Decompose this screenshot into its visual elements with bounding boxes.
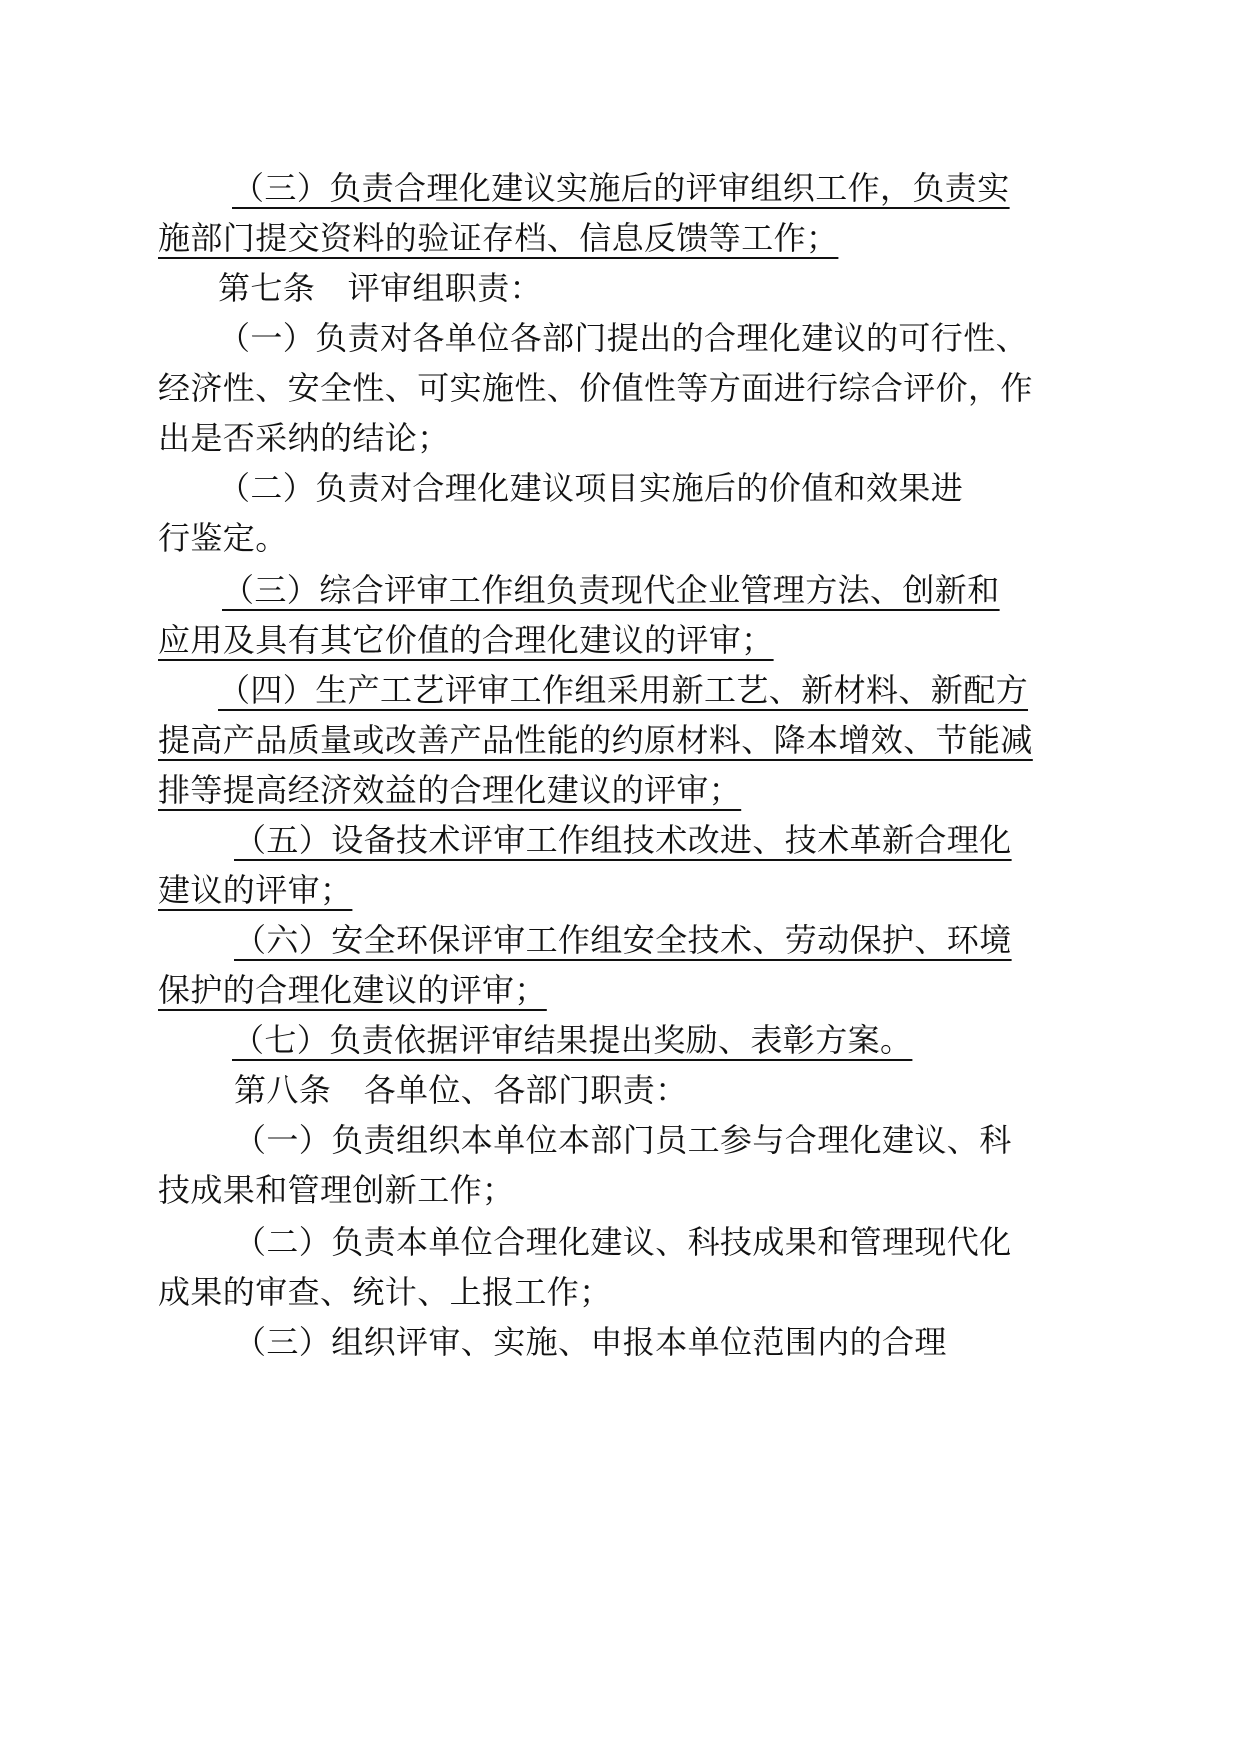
- text-line: （五）设备技术评审工作组技术改进、技术革新合理化: [234, 821, 1012, 859]
- text-line: 出是否采纳的结论；: [158, 419, 450, 457]
- text-line: 行鉴定。: [158, 519, 288, 557]
- text-line: 保护的合理化建议的评审；: [158, 971, 547, 1009]
- article-heading: 第七条 评审组职责：: [218, 269, 543, 307]
- text-line: （三）负责合理化建议实施后的评审组织工作，负责实: [232, 169, 1010, 207]
- text-line: 应用及具有其它价值的合理化建议的评审；: [158, 621, 774, 659]
- text-line: 施部门提交资料的验证存档、信息反馈等工作；: [158, 219, 839, 257]
- text-line: （三）组织评审、实施、申报本单位范围内的合理: [234, 1323, 947, 1361]
- text-line: （六）安全环保评审工作组安全技术、劳动保护、环境: [234, 921, 1012, 959]
- article-heading: 第八条 各单位、各部门职责：: [234, 1071, 688, 1109]
- text-line: 技成果和管理创新工作；: [158, 1171, 515, 1209]
- text-line: 排等提高经济效益的合理化建议的评审；: [158, 771, 742, 809]
- text-line: 建议的评审；: [158, 871, 353, 909]
- text-line: （一）负责组织本单位本部门员工参与合理化建议、科: [234, 1121, 1012, 1159]
- text-line: 提高产品质量或改善产品性能的约原材料、降本增效、节能减: [158, 721, 1033, 759]
- text-line: （四）生产工艺评审工作组采用新工艺、新材料、新配方: [218, 671, 1029, 709]
- text-line: （二）负责本单位合理化建议、科技成果和管理现代化: [234, 1223, 1012, 1261]
- text-line: （七）负责依据评审结果提出奖励、表彰方案。: [232, 1021, 913, 1059]
- text-line: （一）负责对各单位各部门提出的合理化建议的可行性、: [218, 319, 1029, 357]
- text-line: （三）综合评审工作组负责现代企业管理方法、创新和: [222, 571, 1000, 609]
- text-line: 成果的审查、统计、上报工作；: [158, 1273, 612, 1311]
- text-line: （二）负责对合理化建议项目实施后的价值和效果进: [218, 469, 964, 507]
- text-line: 经济性、安全性、可实施性、价值性等方面进行综合评价，作: [158, 369, 1033, 407]
